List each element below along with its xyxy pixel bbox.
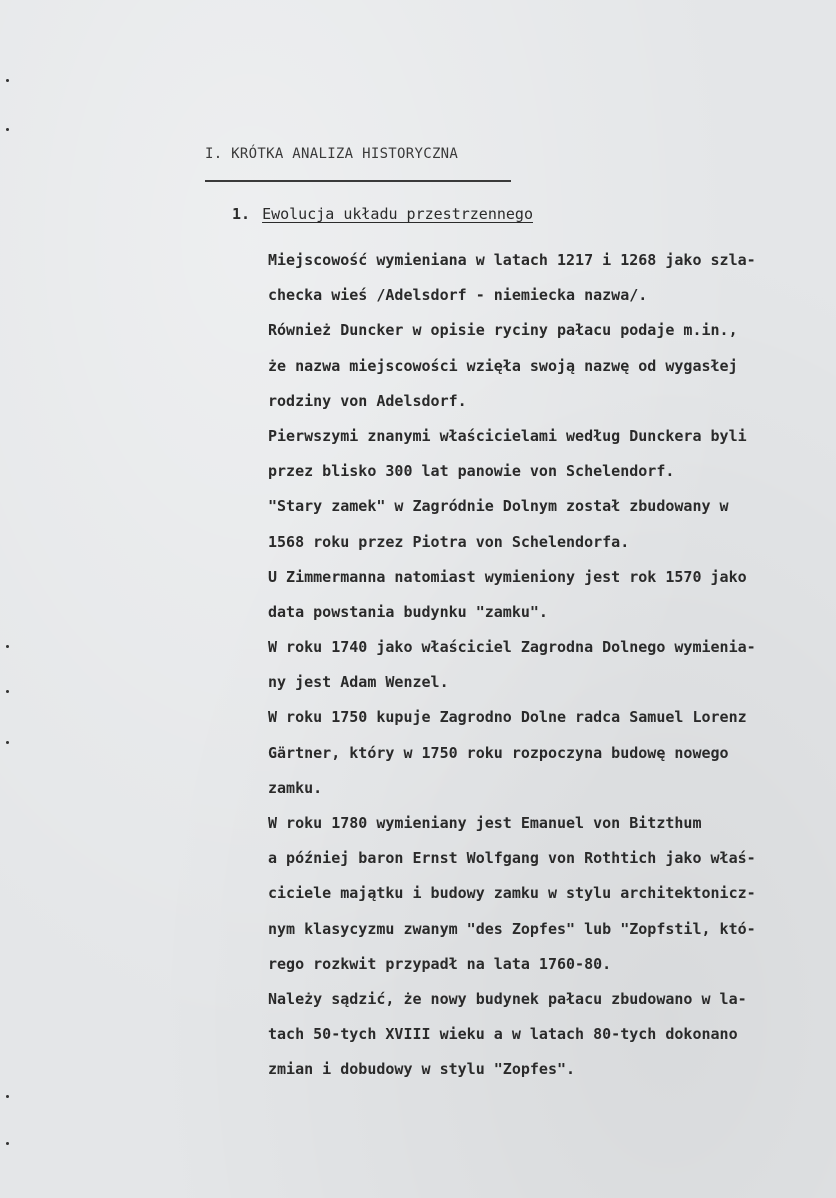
text-line: Pierwszymi znanymi właścicielami według Dunckera byli (268, 426, 747, 445)
margin-mark (6, 1142, 9, 1145)
subsection-heading (232, 205, 533, 223)
margin-mark (6, 1095, 9, 1098)
margin-mark (6, 645, 9, 648)
text-line: W roku 1740 jako właściciel Zagrodna Dolnego wymienia- (268, 638, 756, 657)
text-line: rego rozkwit przypadł na lata 1760-80. (268, 954, 612, 973)
text-line: zamku. (268, 778, 323, 797)
text-line: Również Duncker w opisie ryciny pałacu podaje m.in., (268, 321, 738, 340)
text-line: Miejscowość wymieniana w latach 1217 i 1268 jako szla- (268, 251, 756, 269)
text-line: nym klasycyzmu zwanym "des Zopfes" lub "Zopfstil, któ- (268, 919, 756, 938)
text-line: 1568 roku przez Piotra von Schelendorfa. (268, 532, 630, 551)
margin-mark (6, 690, 9, 693)
heading-underline (205, 180, 511, 182)
text-line: W roku 1780 wymieniany jest Emanuel von Bitzthum (268, 814, 702, 832)
body-text (268, 243, 828, 1088)
text-line: ciciele majątku i budowy zamku w stylu architektonicz- (268, 884, 756, 903)
text-line: tach 50-tych XVIII wieku a w latach 80-tych dokonano (268, 1025, 738, 1044)
text-line: data powstania budynku "zamku". (268, 602, 548, 621)
margin-mark (6, 128, 9, 131)
margin-mark (6, 741, 9, 744)
text-line: że nazwa miejscowości wzięła swoją nazwę od wygasłej (268, 356, 738, 375)
text-line: checka wieś /Adelsdorf - niemiecka nazwa/. (268, 286, 648, 305)
subsection-number: 1. (232, 205, 251, 223)
text-line: Należy sądzić, że nowy budynek pałacu zbudowano w la- (268, 989, 747, 1008)
text-line: U Zimmermanna natomiast wymieniony jest rok 1570 jako (268, 567, 747, 586)
text-line: W roku 1750 kupuje Zagrodno Dolne radca Samuel Lorenz (268, 708, 747, 727)
text-line: przez blisko 300 lat panowie von Schelendorf. (268, 462, 675, 481)
text-line: Gärtner, który w 1750 roku rozpoczyna budowę nowego (268, 743, 729, 762)
text-line: zmian i dobudowy w stylu "Zopfes". (268, 1060, 576, 1079)
subsection-title: Ewolucja układu przestrzennego (262, 205, 533, 223)
text-line: ny jest Adam Wenzel. (268, 673, 449, 692)
text-line: "Stary zamek" w Zagródnie Dolnym został zbudowany w (268, 497, 729, 516)
text-line: rodziny von Adelsdorf. (268, 391, 467, 410)
margin-mark (6, 79, 9, 82)
section-heading: I. KRÓTKA ANALIZA HISTORYCZNA (205, 146, 459, 162)
text-line: a później baron Ernst Wolfgang von Rothtich jako właś- (268, 849, 756, 868)
